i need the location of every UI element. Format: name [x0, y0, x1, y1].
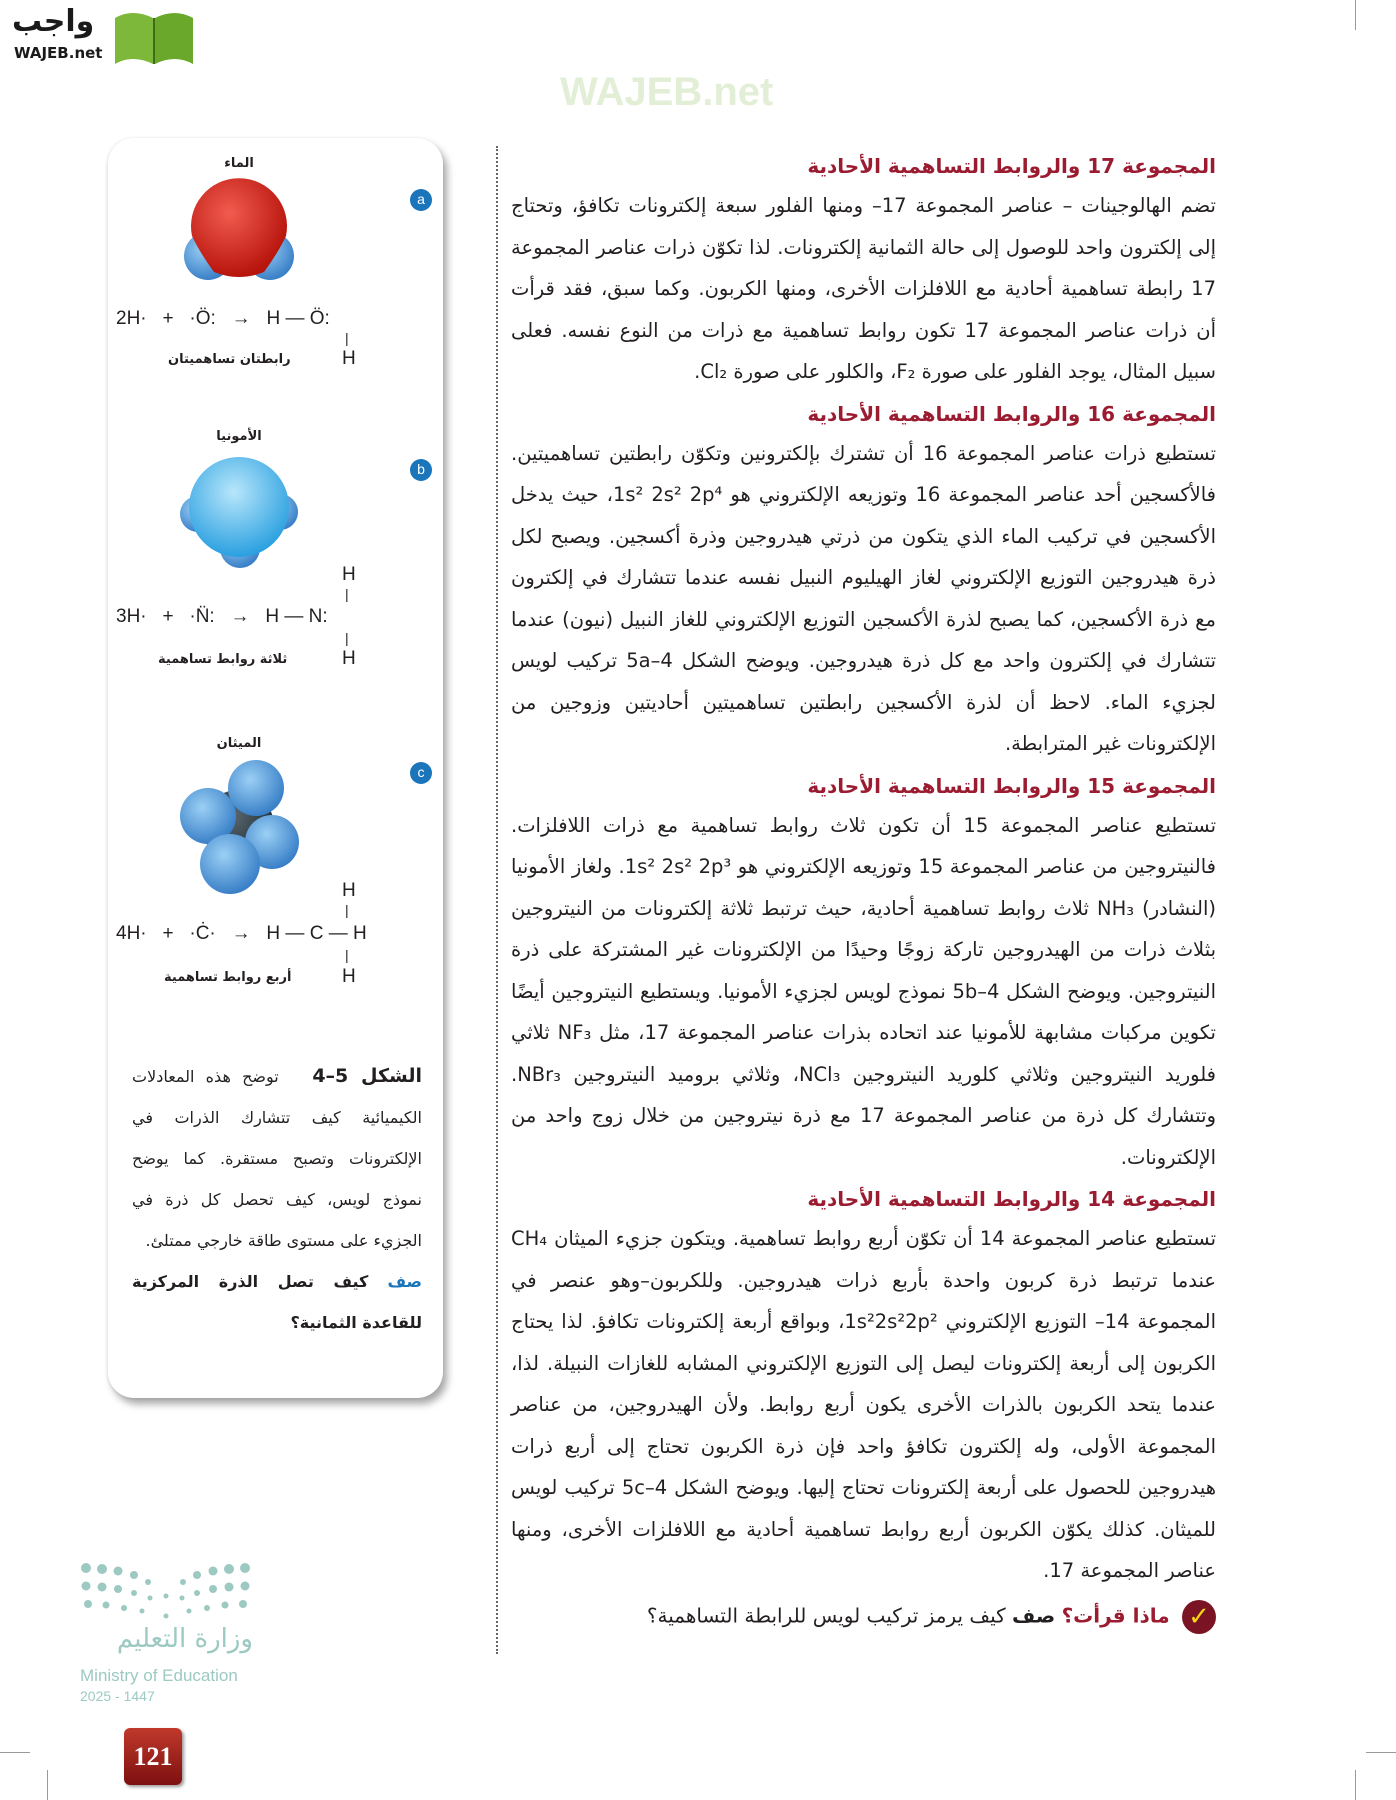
section-body-group15: تستطيع عناصر المجموعة 15 أن تكون ثلاث روابط تساهمية مع ذرات اللافلزات. فالنيتروجين من عناصر المجموعة 15 وتوزيعه الإلكتروني هو 1s² 2s² 2p³. ولغاز الأمونيا (النشادر) NH₃ ثلاث روابط تساهمية أحادية، حيث ترتبط ثلاثة إلكترونات من النيتروجين بثلاث ذرات من الهيدروجين تاركة زوجًا وحيدًا من الإلكترونات غير المشتركة على ذرة النيتروجين. ويوضح الشكل 5b–4 نموذج لويس لجزيء الأمونيا. ويستطيع النيتروجين أيضًا تكوين مركبات مشابهة للأمونيا عند اتحاده بذرات عناصر المجموعة 17، مثل NF₃ ثلاثي فلوريد النيتروجين وثلاثي كلوريد النيتروجين NCl₃، وثلاثي بروميد النيتروجين NBr₃. وتتشارك كل ذرة من عناصر المجموعة 17 مع ذرة نيتروجين من خلال زوج واحد من الإلكترونات.: [511, 813, 1217, 1169]
ministry-year: 2025 - 1447: [80, 1688, 155, 1704]
ministry-logo: [78, 1560, 268, 1715]
reading-check-text: كيف يرمز تركيب لويس للرابطة التساهمية؟: [646, 1603, 1006, 1627]
crop-mark: [1355, 1770, 1356, 1800]
section-heading-group14: المجموعة 14 والروابط التساهمية الأحادية: [807, 1187, 1216, 1211]
logo-arabic: واجب: [12, 4, 95, 39]
molecule-name-ammonia: الأمونيا: [216, 429, 262, 444]
lewis-equation-ammonia: 3H· + ·N̈: → H — N:: [116, 606, 328, 627]
lewis-equation-water: 2H· + ·Ö: → H — Ö:: [116, 308, 330, 329]
figure-sidebar: [108, 138, 443, 1398]
reading-check-label: ماذا قرأت؟: [1061, 1603, 1170, 1627]
logo-latin: WAJEB.net: [14, 44, 103, 62]
atom-h-top: H: [342, 564, 356, 585]
crop-mark: [47, 1770, 48, 1800]
figure-label: الشكل 5–4: [312, 1065, 422, 1087]
wajeb-logo[interactable]: [8, 4, 193, 68]
crop-mark: [1355, 0, 1356, 30]
section-body-group16: تستطيع ذرات عناصر المجموعة 16 أن تشترك بإلكترونين وتكوّن رابطتين تساهميتين. فالأكسجين أحد عناصر المجموعة 16 وتوزيعه الإلكتروني هو 1s² 2s² 2p⁴، حيث يدخل الأكسجين في تركيب الماء الذي يتكون من ذرتي هيدروجين وذرة أكسجين. ويصبح لكل ذرة هيدروجين التوزيع الإلكتروني لغاز الهيليوم النبيل نفسه عندما تتشارك في إلكترون مع ذرة الأكسجين، كما يصبح لذرة الأكسجين التوزيع الإلكتروني للغاز النبيل (نيون) عندما تتشارك في إلكترون واحد مع كل ذرة هيدروجين. ويوضح الشكل 5a–4 تركيب لويس لجزيء الماء. لاحظ أن لذرة الأكسجين رابطتين تساهميتين أحاديتين وزوجين من الإلكترونات غير المترابطة.: [511, 441, 1217, 755]
watermark: WAJEB.net: [560, 70, 774, 114]
bond-label-methane: أربع روابط تساهمية: [164, 970, 292, 985]
section-body-group17: تضم الهالوجينات – عناصر المجموعة 17– ومنها الفلور سبعة إلكترونات تكافؤ، وتحتاج إلى إلكترون واحد للوصول إلى حالة الثمانية إلكترونات. لذا تكوّن ذرات عناصر المجموعة 17 رابطة تساهمية أحادية مع اللافلزات الأخرى، ومنها الكربون. وكما سبق، فقد قرأت أن ذرات عناصر المجموعة 17 تكون روابط تساهمية مع ذرات من النوع نفسه. فعلى سبيل المثال، يوجد الفلور على صورة F₂، والكلور على صورة Cl₂.: [511, 194, 1216, 383]
section-body-group14: تستطيع عناصر المجموعة 14 أن تكوّن أربع روابط تساهمية. ويتكون جزيء الميثان CH₄ عندما ترتبط ذرة كربون واحدة بأربع ذرات هيدروجين. وللكربون–وهو عنصر في المجموعة 14– التوزيع الإلكتروني 1s²2s²2p²، وبواقع أربعة إلكترونات تكافؤ. لذا يحتاج الكربون إلى أربعة إلكترونات ليصل إلى التوزيع الإلكتروني المشابه للغازات النبيلة. لذا، عندما يتحد الكربون بالذرات الأخرى يكون أربع روابط. ولأن الهيدروجين، من عناصر المجموعة الأولى، وله إلكترون تكافؤ واحد فإن ذرة الكربون تحتاج إلى أربع ذرات هيدروجين للحصول على أربعة إلكترونات تحتاج إليها. ويوضح الشكل 5c–4 تركيب لويس للميثان. كذلك يكوّن الكربون أربع روابط تساهمية أحادية مع اللافلزات الأخرى، ومنها عناصر المجموعة 17.: [511, 1227, 1217, 1582]
figure-caption: [132, 1056, 422, 1343]
atom-h-bottom: H: [342, 348, 356, 369]
water-molecule-model: [174, 178, 304, 298]
figure-badge-b: b: [410, 459, 432, 481]
atom-h-bottom: H: [342, 966, 356, 987]
section-heading-group17: المجموعة 17 والروابط التساهمية الأحادية: [807, 154, 1216, 178]
figure-badge-c: c: [410, 762, 432, 784]
ammonia-molecule-model: [176, 452, 302, 572]
atom-h-top: H: [342, 880, 356, 901]
book-icon: [113, 6, 195, 66]
check-icon: ✓: [1182, 1600, 1216, 1634]
bond-line: |: [345, 630, 349, 646]
page-number: 121: [124, 1728, 182, 1785]
molecule-name-methane: الميثان: [216, 736, 262, 751]
ministry-name-english: Ministry of Education: [80, 1666, 238, 1685]
ministry-dots-icon: [78, 1560, 253, 1620]
atom-h-bottom: H: [342, 648, 356, 669]
methane-molecule-model: [168, 758, 308, 898]
bond-line: |: [345, 330, 349, 346]
figure-badge-a: a: [410, 189, 432, 211]
ministry-name-arabic: وزارة التعليم: [116, 1624, 253, 1654]
main-text-column: [511, 147, 1216, 1634]
molecule-name-water: الماء: [224, 156, 254, 171]
reading-check-verb: صف: [1012, 1603, 1056, 1627]
caption-ask-text: كيف تصل الذرة المركزية للقاعدة الثمانية؟: [132, 1272, 422, 1332]
column-divider: [496, 146, 498, 1654]
lewis-equation-methane: 4H· + ·Ċ· → H — C — H: [116, 923, 367, 944]
bond-line: |: [345, 902, 349, 918]
section-heading-group16: المجموعة 16 والروابط التساهمية الأحادية: [807, 401, 1216, 426]
section-heading-group15: المجموعة 15 والروابط التساهمية الأحادية: [807, 773, 1216, 798]
bond-line: |: [345, 947, 349, 963]
crop-mark: [1366, 1752, 1396, 1753]
bond-label-water: رابطتان تساهميتان: [168, 352, 291, 367]
bond-line: |: [345, 586, 349, 602]
caption-text: توضح هذه المعادلات الكيميائية كيف تتشارك الذرات في الإلكترونات وتصبح مستقرة. كما يوضح نموذج لويس، كيف تحصل كل ذرة في الجزيء على مستوى طاقة خارجي ممتلئ.: [132, 1067, 422, 1250]
bond-label-ammonia: ثلاثة روابط تساهمية: [158, 652, 288, 667]
caption-ask-verb: صف: [387, 1272, 422, 1291]
reading-check: [511, 1600, 1216, 1634]
crop-mark: [0, 1752, 30, 1753]
